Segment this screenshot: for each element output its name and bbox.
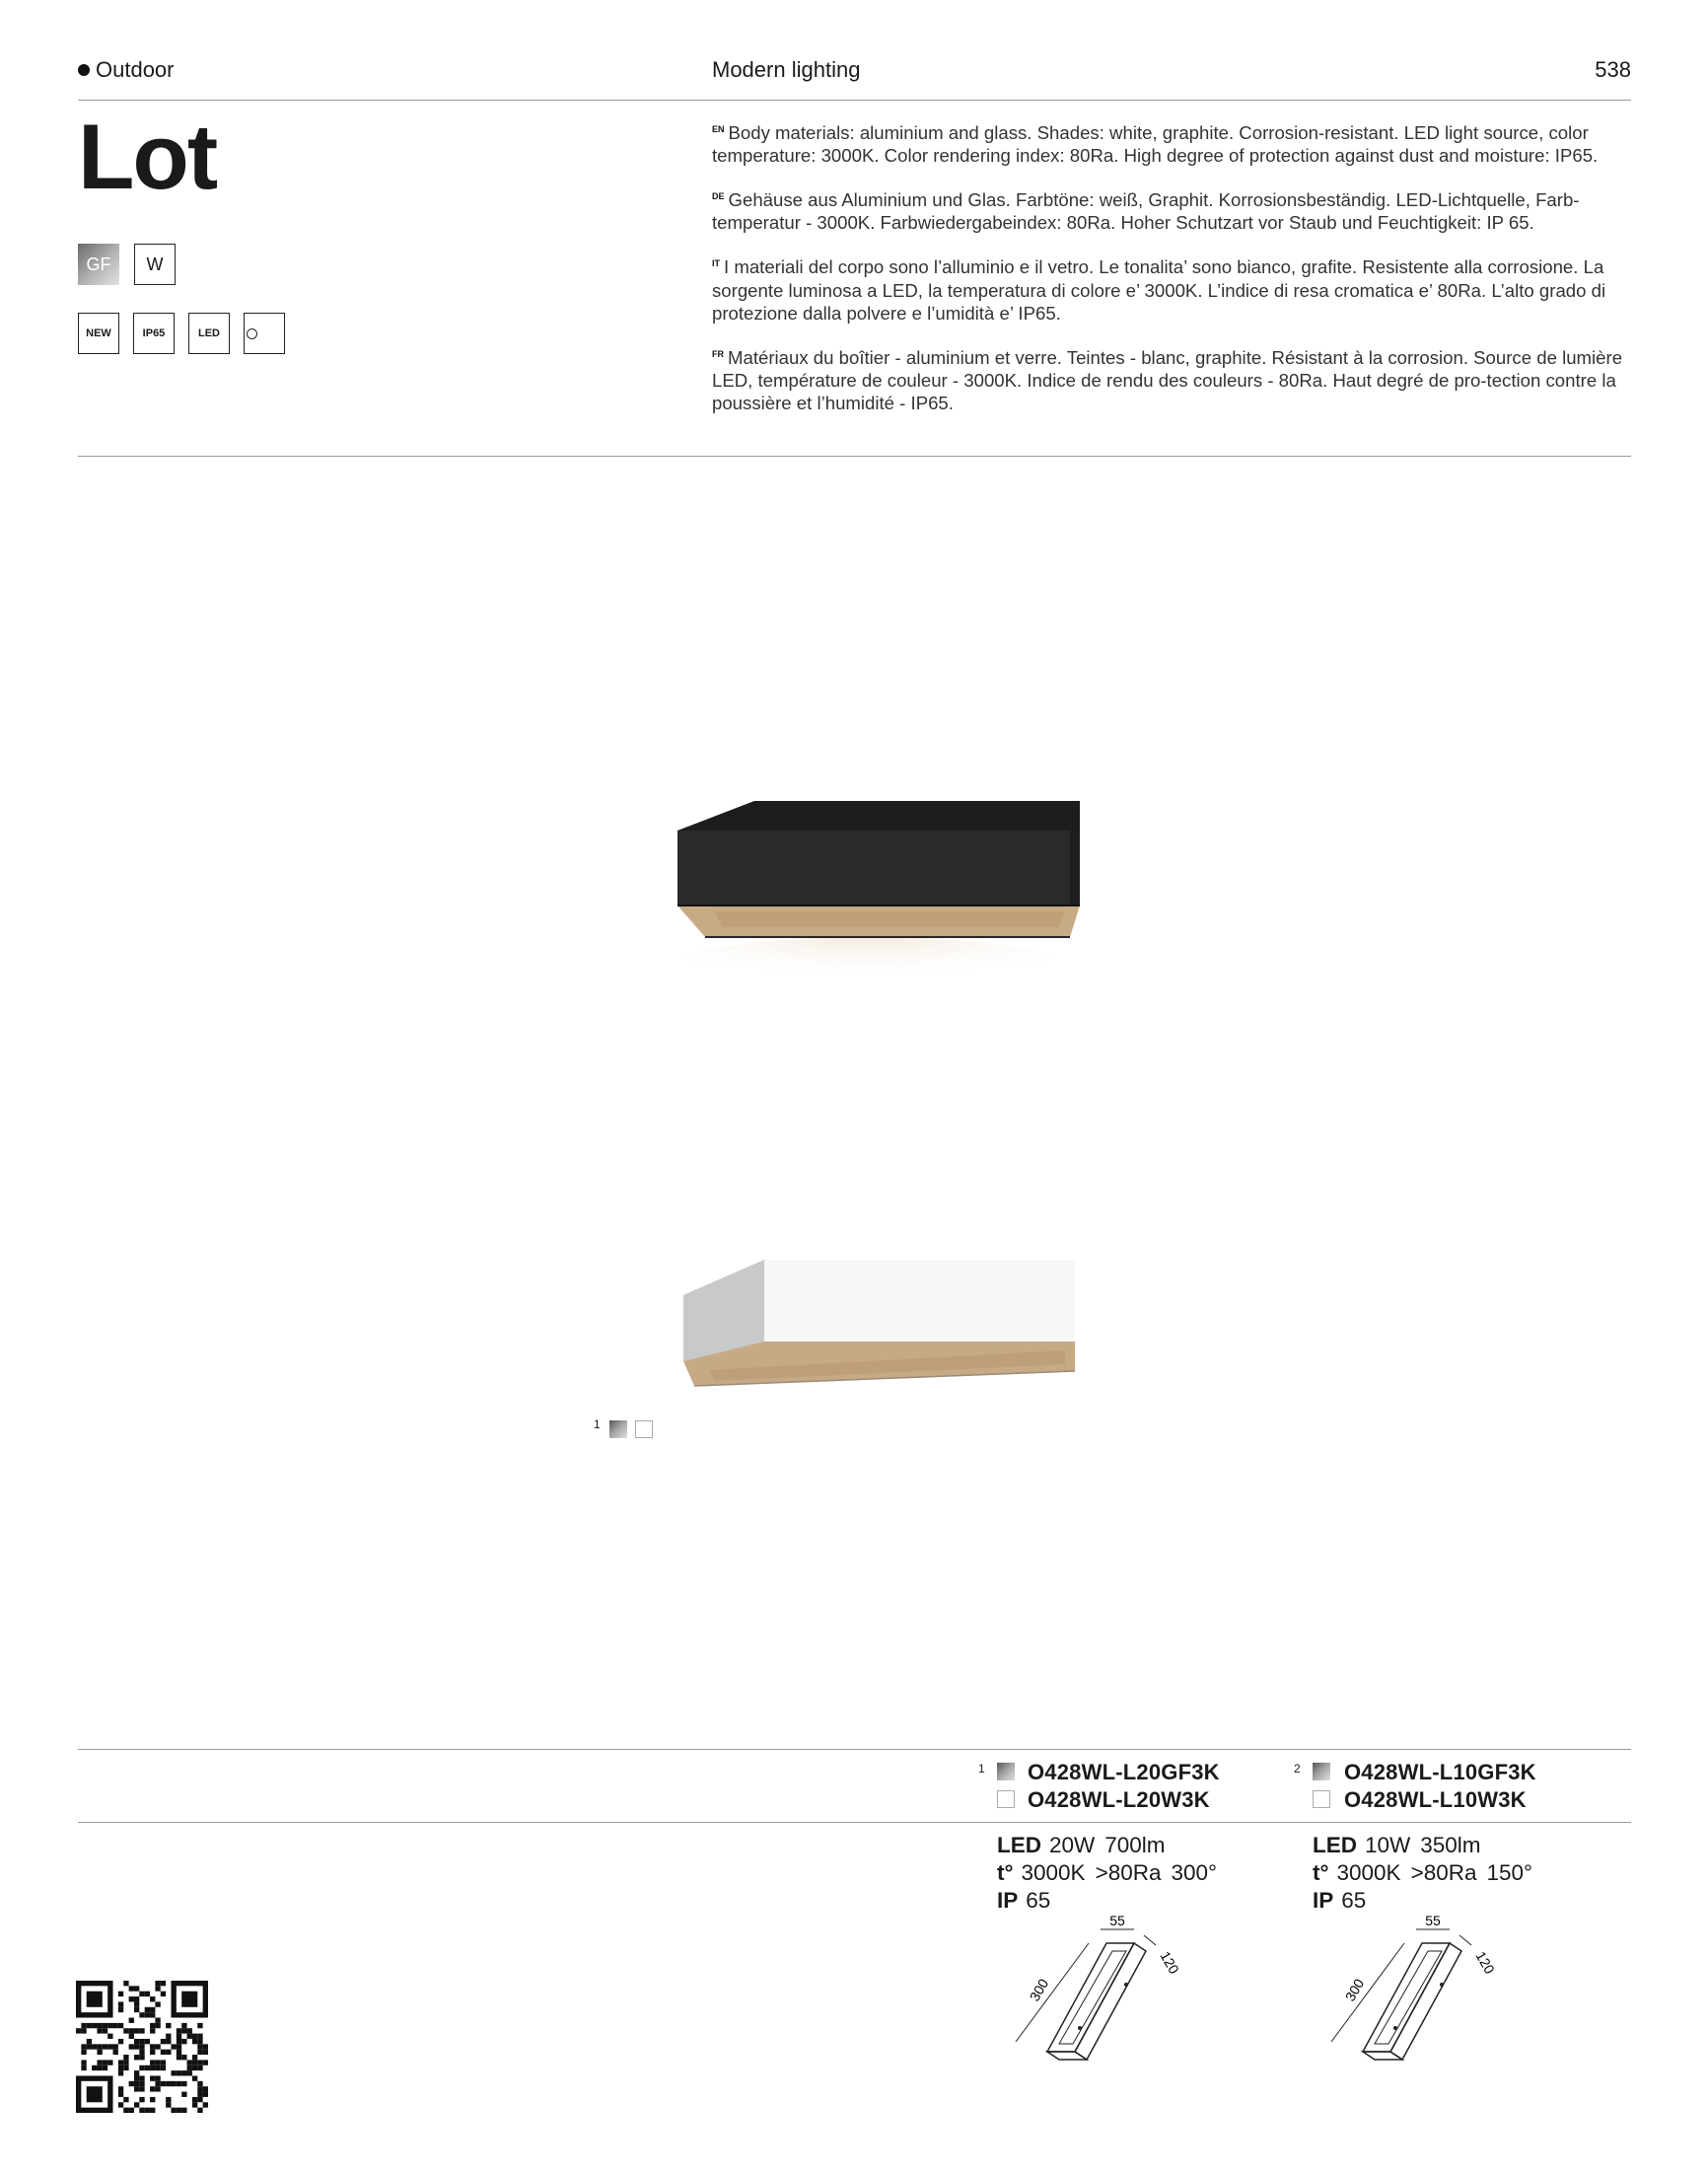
- description-de: $^{DE}$ Gehäuse aus Aluminium und Glas. Farbtöne: weiß, Graphit. Korrosionsbeständig. LED-Lichtquelle, Farb-temperatur - 3000K. Farbwiedergabeindex: 80Ra. Hoher Schutzart vor Staub und Feuchtigkeit: IP 65.: [712, 189, 1580, 234]
- variant-1-temp-line: t° 3000K >80Ra 300°: [997, 1860, 1218, 1885]
- section-label: [78, 57, 175, 83]
- variant-2-swatch-graphite: [1313, 1763, 1330, 1780]
- description-fr: $^{FR}$ Matériaux du boîtier - aluminium et verre. Teintes - blanc, graphite. Résistant à la corrosion. Source de lumière LED, température de couleur - 3000K. Indice de rendu des couleurs - 80Ra. Haut degré de pro-tection contre la poussière et l’humidité - IP65.: [712, 346, 1623, 413]
- circle-icon: [247, 328, 257, 339]
- variant-2-index: 2: [1294, 1762, 1301, 1775]
- variant-2-dim-width: 55: [1425, 1914, 1441, 1928]
- variant-1-dim-height: 120: [1157, 1948, 1182, 1977]
- variant-2-dim-height: 120: [1472, 1948, 1498, 1977]
- variant-2-led-line: LED 10W 350lm: [1313, 1833, 1481, 1857]
- badge-led: LED: [188, 313, 230, 354]
- caption-swatch-white: [635, 1420, 653, 1438]
- image-caption-number: 1: [594, 1417, 601, 1431]
- variant-1-specs: [997, 1832, 1217, 1915]
- variant-2-dimension-drawing: [1312, 1914, 1509, 2101]
- caption-swatch-graphite: [609, 1420, 627, 1438]
- description-it: $^{IT}$ I materiali del corpo sono l’alluminio e il vetro. Le tonalita’ sono bianco, grafite. Resistente alla corrosione. La sorgente luminosa a LED, la temperatura di colore e’ 3000K. L’indice di resa cromatica e’ 80Ra. L’alto grado di protezione dalla polvere e l’umidità e’ IP65.: [712, 256, 1606, 324]
- variant-1-dim-width: 55: [1109, 1914, 1125, 1928]
- variant-1-swatch-graphite: [997, 1763, 1015, 1780]
- section-text: Outdoor: [96, 57, 175, 82]
- intro-divider: [78, 456, 1631, 457]
- variant-1-led-line: LED 20W 700lm: [997, 1833, 1166, 1857]
- product-title: Lot: [78, 105, 217, 208]
- product-photo-white: [631, 1248, 1104, 1435]
- badge-new: NEW: [78, 313, 119, 354]
- variant-2-temp-line: t° 3000K >80Ra 150°: [1313, 1860, 1533, 1885]
- variant-1-index: 1: [978, 1762, 985, 1775]
- page-number: 538: [1595, 57, 1631, 82]
- specs-mid-divider: [78, 1822, 1631, 1823]
- qr-code-icon[interactable]: [76, 1981, 208, 2113]
- badge-ip65: IP65: [133, 313, 175, 354]
- variant-1-code-white: O428WL-L20W3K: [1028, 1787, 1210, 1812]
- variant-2-code-white: O428WL-L10W3K: [1344, 1787, 1527, 1812]
- variant-1-swatch-white: [997, 1790, 1015, 1808]
- description-en: $^{EN}$ Body materials: aluminium and glass. Shades: white, graphite. Corrosion-resistant. LED light source, color temperature: 3000K. Color rendering index: 80Ra. High degree of protection against dust and moisture: IP65.: [712, 122, 1599, 167]
- variant-1-dimension-drawing: [996, 1914, 1193, 2101]
- header-divider: [78, 100, 1631, 101]
- specs-top-divider: [78, 1749, 1631, 1750]
- finish-swatch-white: W: [134, 244, 176, 285]
- variant-2-ip-line: IP 65: [1313, 1888, 1367, 1913]
- variant-2-dim-length: 300: [1341, 1976, 1368, 2004]
- variant-2-code-graphite: O428WL-L10GF3K: [1344, 1760, 1536, 1784]
- variant-1-ip-line: IP 65: [997, 1888, 1051, 1913]
- variant-2-swatch-white: [1313, 1790, 1330, 1808]
- variant-1-dim-length: 300: [1026, 1976, 1052, 2004]
- bullet-icon: [78, 64, 90, 76]
- category-label: Modern lighting: [712, 57, 861, 82]
- description-block: [712, 118, 1631, 433]
- finish-swatch-graphite: GF: [78, 244, 119, 285]
- variant-2-specs: [1313, 1832, 1532, 1915]
- badge-round-mount: [244, 313, 285, 354]
- variant-1-code-graphite: O428WL-L20GF3K: [1028, 1760, 1220, 1784]
- product-photo-graphite: [631, 779, 1104, 1006]
